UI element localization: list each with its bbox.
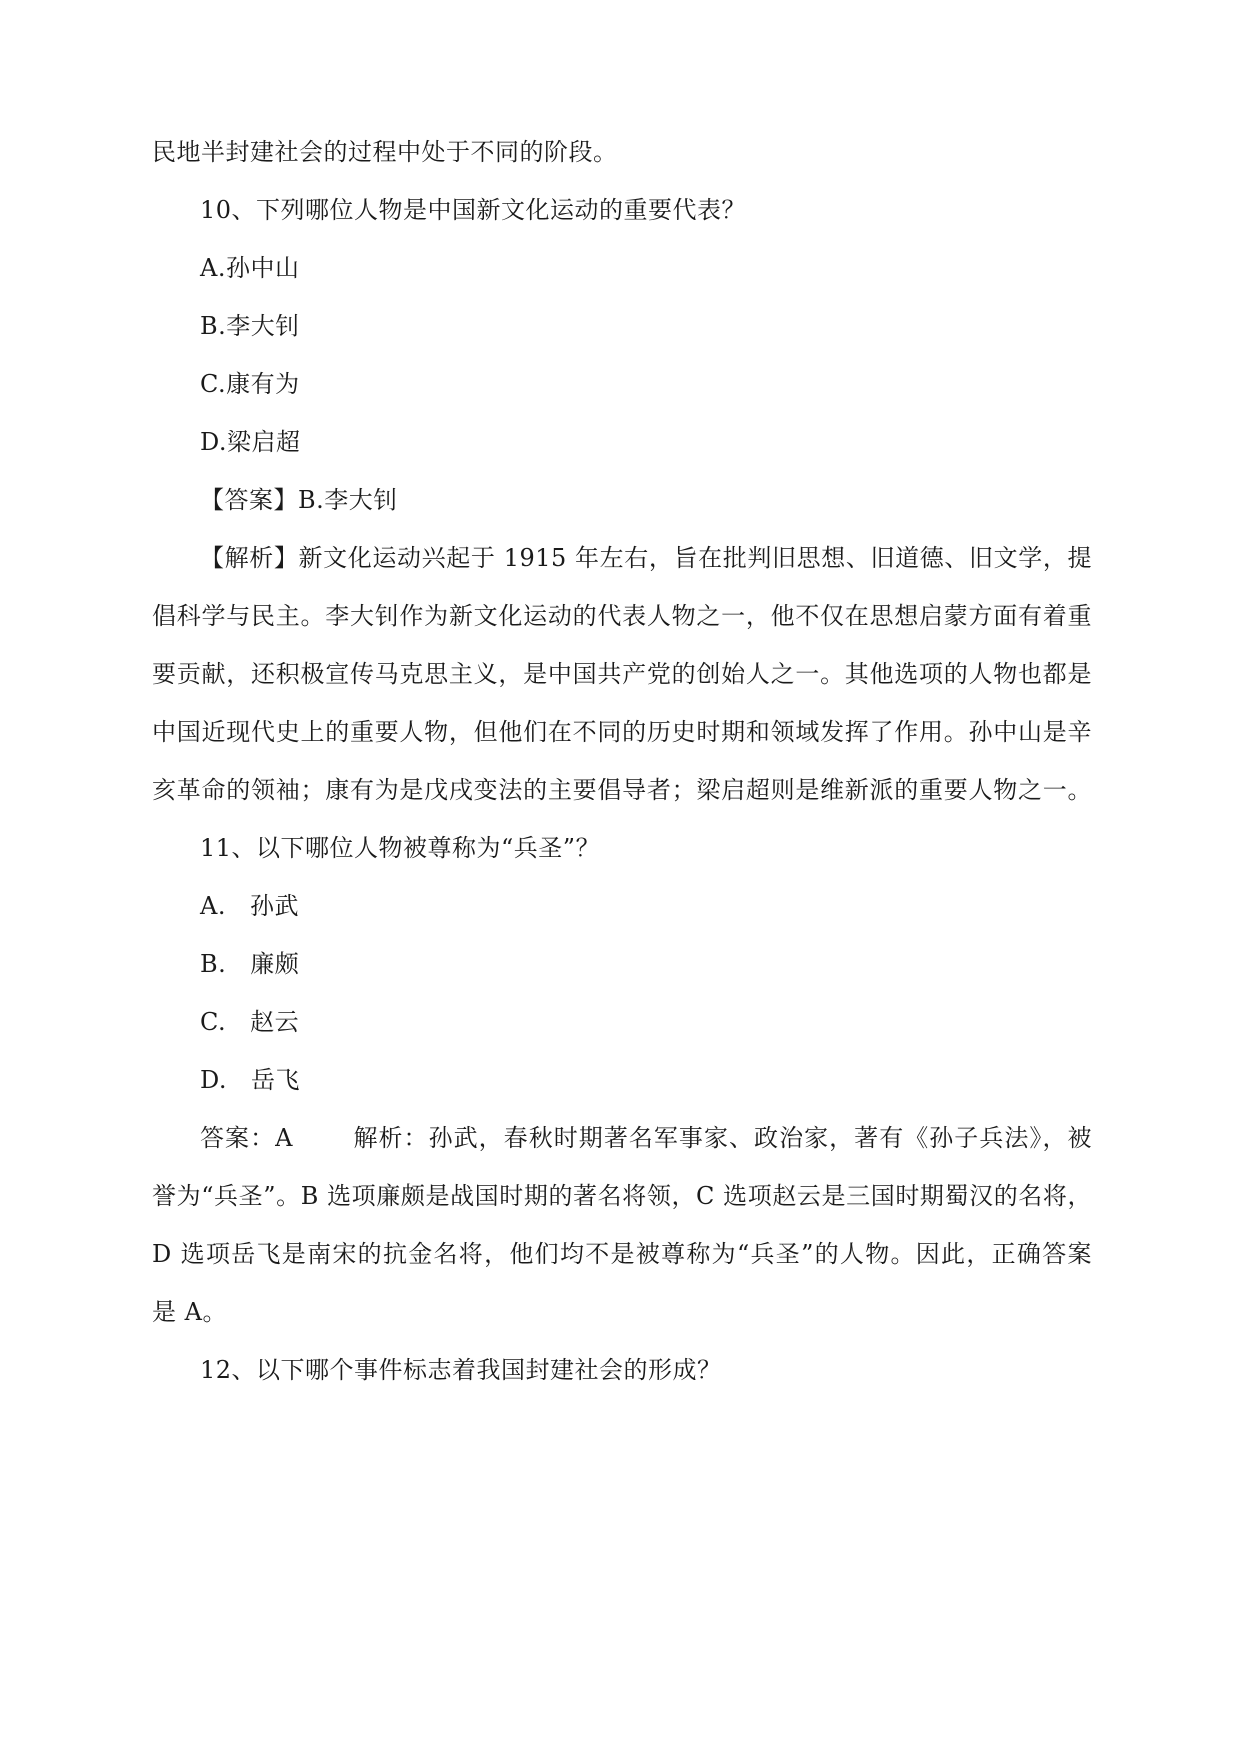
- q10-option-b: B.李大钊: [200, 312, 300, 340]
- q10-analysis-line: 【解析】新文化运动兴起于 1915 年左右，旨在批判旧思想、旧道德、旧文学，提: [200, 544, 1092, 572]
- q10-option-d: D.梁启超: [200, 428, 301, 456]
- q11-option-d: [200, 1064, 300, 1096]
- option-letter: B.: [200, 950, 227, 978]
- question-11: 11、以下哪位人物被尊称为“兵圣”？: [200, 834, 601, 862]
- q11-option-c: [200, 1006, 299, 1038]
- question-12: 12、以下哪个事件标志着我国封建社会的形成？: [200, 1356, 722, 1384]
- q10-option-c: C.康有为: [200, 370, 300, 398]
- q10-analysis-line: 倡科学与民主。李大钊作为新文化运动的代表人物之一，他不仅在思想启蒙方面有着重: [152, 602, 1092, 630]
- q11-analysis-first: 解析：孙武，春秋时期著名军事家、政治家，著有《孙子兵法》，被: [352, 1124, 1092, 1152]
- q11-option-a: [200, 890, 299, 922]
- q11-answer-analysis: [200, 1122, 1092, 1154]
- option-text: 赵云: [250, 1008, 300, 1036]
- q11-answer: 答案：A: [200, 1124, 293, 1152]
- q11-analysis-line: 誉为“兵圣”。B 选项廉颇是战国时期的著名将领，C 选项赵云是三国时期蜀汉的名将，: [152, 1182, 1092, 1210]
- option-text: 岳飞: [251, 1066, 301, 1094]
- q10-analysis-line: 中国近现代史上的重要人物，但他们在不同的历史时期和领域发挥了作用。孙中山是辛: [152, 718, 1092, 746]
- option-text: 廉颇: [250, 950, 300, 978]
- option-letter: D.: [200, 1066, 228, 1094]
- q10-analysis-line: 亥革命的领袖；康有为是戊戌变法的主要倡导者；梁启超则是维新派的重要人物之一。: [152, 776, 1092, 804]
- paragraph-continuation: 民地半封建社会的过程中处于不同的阶段。: [152, 138, 618, 166]
- q10-option-a: A.孙中山: [200, 254, 300, 282]
- option-letter: C.: [200, 1008, 227, 1036]
- q11-option-b: [200, 948, 299, 980]
- q11-analysis-line: D 选项岳飞是南宋的抗金名将，他们均不是被尊称为“兵圣”的人物。因此，正确答案: [152, 1240, 1092, 1268]
- option-text: 孙武: [249, 892, 299, 920]
- q10-analysis-line: 要贡献，还积极宣传马克思主义，是中国共产党的创始人之一。其他选项的人物也都是: [152, 660, 1092, 688]
- option-letter: A.: [200, 892, 226, 920]
- question-10: 10、下列哪位人物是中国新文化运动的重要代表？: [200, 196, 747, 224]
- q10-answer: 【答案】B.李大钊: [200, 486, 398, 514]
- q11-analysis-line: 是 A。: [152, 1298, 227, 1326]
